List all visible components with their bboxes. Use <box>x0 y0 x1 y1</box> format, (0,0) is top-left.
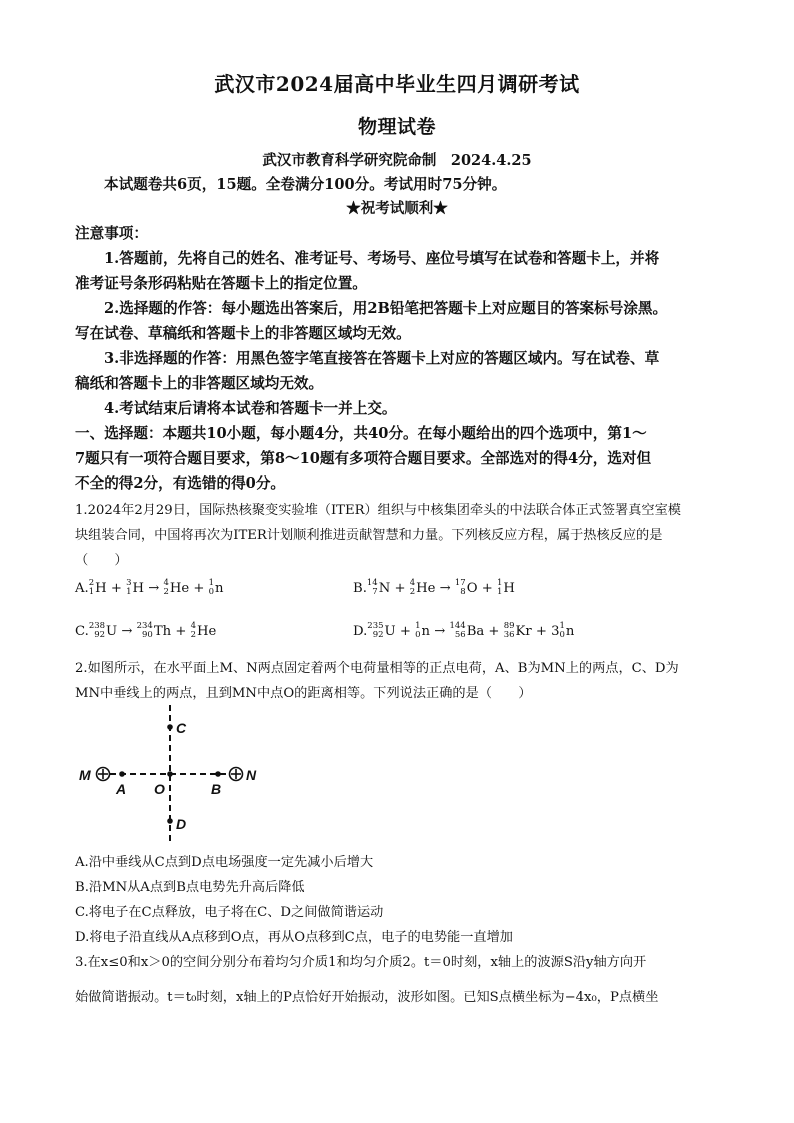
note-3-line2: 稿纸和答题卡上的非答题区域均无效。 <box>75 375 324 392</box>
notes-heading: 注意事项： <box>75 225 148 242</box>
note-4: 4.考试结束后请将本试卷和答题卡一并上交。 <box>104 400 397 417</box>
label-m: M <box>79 767 91 783</box>
point-a-dot <box>119 771 125 777</box>
label-c: C <box>176 720 187 736</box>
point-c-dot <box>167 724 173 730</box>
q1-option-c <box>75 623 216 640</box>
q2-option-a: A.沿中垂线从C点到D点电场强度一定先减小后增大 <box>75 855 374 870</box>
q1-option-b-equation: 14 7 N + 4 2 He → 17 8 O + 1 1 H <box>366 578 515 597</box>
note-1-line2: 准考证号条形码粘贴在答题卡上的指定位置。 <box>75 275 367 292</box>
charge-m-icon <box>97 768 110 781</box>
point-b-dot <box>215 771 221 777</box>
q1-line3: （ ） <box>75 553 128 568</box>
q3-line1: 3.在x≤0和x＞0的空间分别分布着均匀介质1和均匀介质2。t＝0时刻，x轴上的波源S沿y轴方向开 <box>75 955 647 970</box>
q2-option-b: B.沿MN从A点到B点电势先升高后降低 <box>75 880 305 895</box>
q2-charge-diagram <box>76 703 276 853</box>
note-1-line1: 1.答题前，先将自己的姓名、准考证号、考场号、座位号填写在试卷和答题卡上，并将 <box>104 250 660 267</box>
q2-option-c: C.将电子在C点释放，电子将在C、D之间做简谐运动 <box>75 905 384 920</box>
section1-line2: 7题只有一项符合题目要求，第8～10题有多项符合题目要求。全部选对的得4分，选对但 <box>75 450 652 467</box>
note-2-line1: 2.选择题的作答：每小题选出答案后，用2B铅笔把答题卡上对应题目的答案标号涂黑。 <box>104 300 668 317</box>
q2-line2: MN中垂线上的两点，且到MN中点O的距离相等。下列说法正确的是（ ） <box>75 686 532 701</box>
q1-option-d-label: D. <box>353 624 368 639</box>
label-n: N <box>246 767 257 783</box>
q1-line1: 1.2024年2月29日，国际热核聚变实验堆（ITER）组织与中核集团牵头的中法联合体正式签署真空室模 <box>75 503 681 518</box>
q1-option-b <box>353 580 515 597</box>
paper-title: 武汉市2024届高中毕业生四月调研考试 <box>214 72 580 96</box>
charge-n-icon <box>230 768 243 781</box>
note-3-line1: 3.非选择题的作答：用黑色签字笔直接答在答题卡上对应的答题区域内。写在试卷、草 <box>104 350 660 367</box>
subject-title: 物理试卷 <box>357 116 436 138</box>
label-d: D <box>176 816 187 832</box>
q1-line2: 块组装合同，中国将再次为ITER计划顺利推进贡献智慧和力量。下列核反应方程，属于热核反应的是 <box>75 528 663 543</box>
q2-line1: 2.如图所示，在水平面上M、N两点固定着两个电荷量相等的正点电荷，A、B为MN上的两点，C、D为 <box>75 661 679 676</box>
q3-line2: 始做简谐振动。t＝t₀时刻，x轴上的P点恰好开始振动，波形如图。已知S点横坐标为−4x₀，P点横坐 <box>75 990 659 1005</box>
blessing: ★祝考试顺利★ <box>346 200 448 217</box>
label-o: O <box>154 781 165 797</box>
q1-option-c-equation: 238 92 U → 234 90 Th + 4 2 He <box>88 621 217 640</box>
q1-option-c-label: C. <box>75 624 89 639</box>
q1-option-b-label: B. <box>353 581 367 596</box>
point-d-dot <box>167 818 173 824</box>
q1-option-d-equation: 235 92 U + 1 0 n → 144 56 Ba + 89 36 Kr + 3 1 0 n <box>367 621 575 640</box>
exam-info: 本试题卷共6页，15题。全卷满分100分。考试用时75分钟。 <box>104 176 507 193</box>
note-2-line2: 写在试卷、草稿纸和答题卡上的非答题区域均无效。 <box>75 325 411 342</box>
q2-option-d: D.将电子沿直线从A点移到O点，再从O点移到C点，电子的电势能一直增加 <box>75 930 513 945</box>
q1-option-a <box>75 580 224 597</box>
issuer-line: 武汉市教育科学研究院命制 2024.4.25 <box>262 152 532 169</box>
label-b: B <box>211 781 222 797</box>
q1-option-a-label: A. <box>75 581 89 596</box>
q1-option-d <box>353 623 574 640</box>
section1-line1: 一、选择题：本题共10小题，每小题4分，共40分。在每小题给出的四个选项中，第1～ <box>75 425 647 442</box>
point-o-dot <box>167 771 173 777</box>
label-a: A <box>116 781 127 797</box>
q1-option-a-equation: 2 1 H + 3 1 H → 4 2 He + 1 0 n <box>88 578 224 597</box>
section1-line3: 不全的得2分，有选错的得0分。 <box>75 475 286 492</box>
